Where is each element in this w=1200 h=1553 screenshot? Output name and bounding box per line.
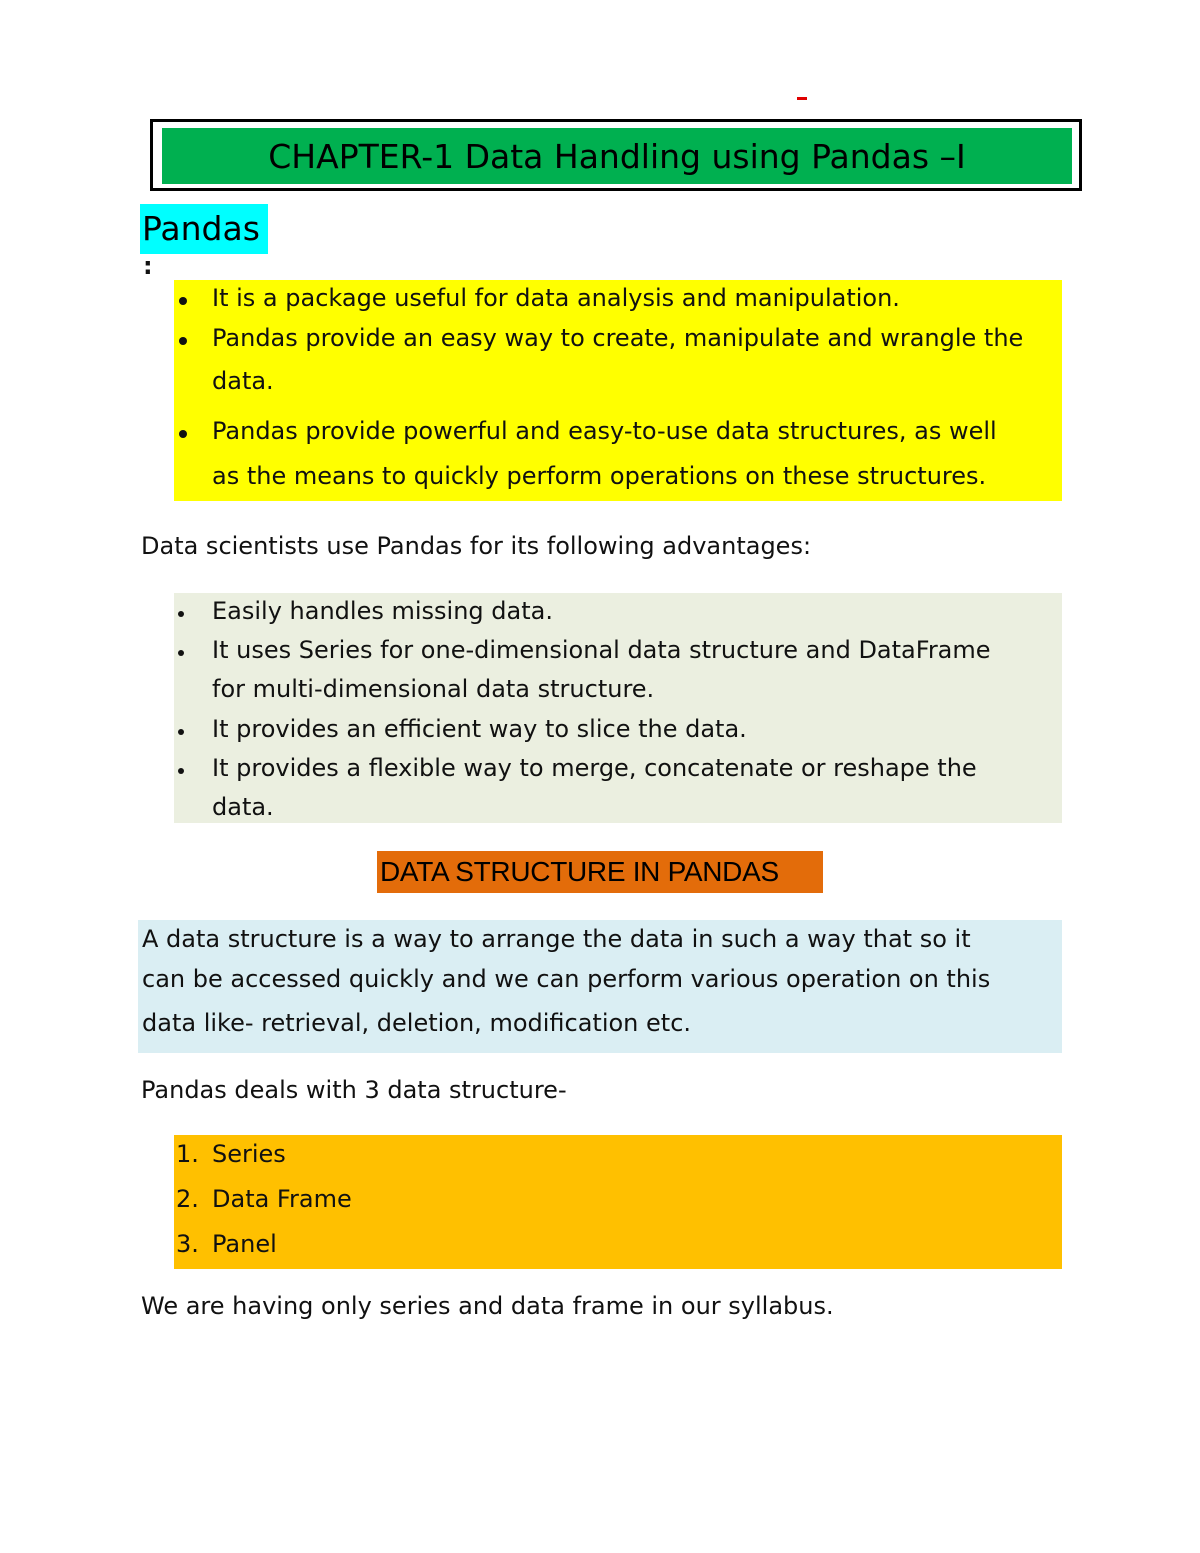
pandas-item-2-line-2: data. [212,367,274,395]
chapter-title: CHAPTER-1 Data Handling using Pandas –I [162,128,1072,184]
advantage-item-1-line-1: Easily handles missing data. [212,597,553,625]
data-structure-heading: DATA STRUCTURE IN PANDAS [377,851,823,893]
structures-intro: Pandas deals with 3 data structure- [141,1076,567,1104]
pandas-colon: : [143,252,153,280]
pandas-heading: Pandas [140,204,268,254]
pandas-item-3-line-2: as the means to quickly perform operations on these structures. [212,462,987,490]
bullet-icon [178,650,184,656]
bullet-icon [179,297,187,305]
structure-item-2-label: Data Frame [212,1185,352,1213]
advantage-item-2-line-1: It uses Series for one-dimensional data structure and DataFrame [212,636,991,664]
structure-item-1-label: Series [212,1140,286,1168]
bullet-icon [178,729,184,735]
bullet-icon [178,768,184,774]
structure-item-3-label: Panel [212,1230,277,1258]
advantages-list [174,593,1062,823]
advantage-item-3-line-1: It provides an efficient way to slice the data. [212,715,747,743]
advantages-intro: Data scientists use Pandas for its following advantages: [141,532,812,560]
pandas-item-3-line-1: Pandas provide powerful and easy-to-use data structures, as well [212,417,997,445]
bullet-icon [178,611,184,617]
pandas-item-2-line-1: Pandas provide an easy way to create, manipulate and wrangle the [212,324,1024,352]
structure-item-2-number: 2. [176,1185,199,1213]
bullet-icon [179,337,187,345]
pandas-item-1-line-1: It is a package useful for data analysis and manipulation. [212,284,900,312]
definition-line-3: data like- retrieval, deletion, modification etc. [142,1009,692,1037]
advantage-item-2-line-2: for multi-dimensional data structure. [212,675,655,703]
advantage-item-4-line-1: It provides a flexible way to merge, concatenate or reshape the [212,754,977,782]
definition-line-2: can be accessed quickly and we can perform various operation on this [142,965,991,993]
advantage-item-4-line-2: data. [212,793,274,821]
structure-item-1-number: 1. [176,1140,199,1168]
definition-line-1: A data structure is a way to arrange the data in such a way that so it [142,925,971,953]
bullet-icon [179,430,187,438]
red-dash-mark [797,97,807,100]
structure-item-3-number: 3. [176,1230,199,1258]
syllabus-note: We are having only series and data frame in our syllabus. [141,1292,834,1320]
